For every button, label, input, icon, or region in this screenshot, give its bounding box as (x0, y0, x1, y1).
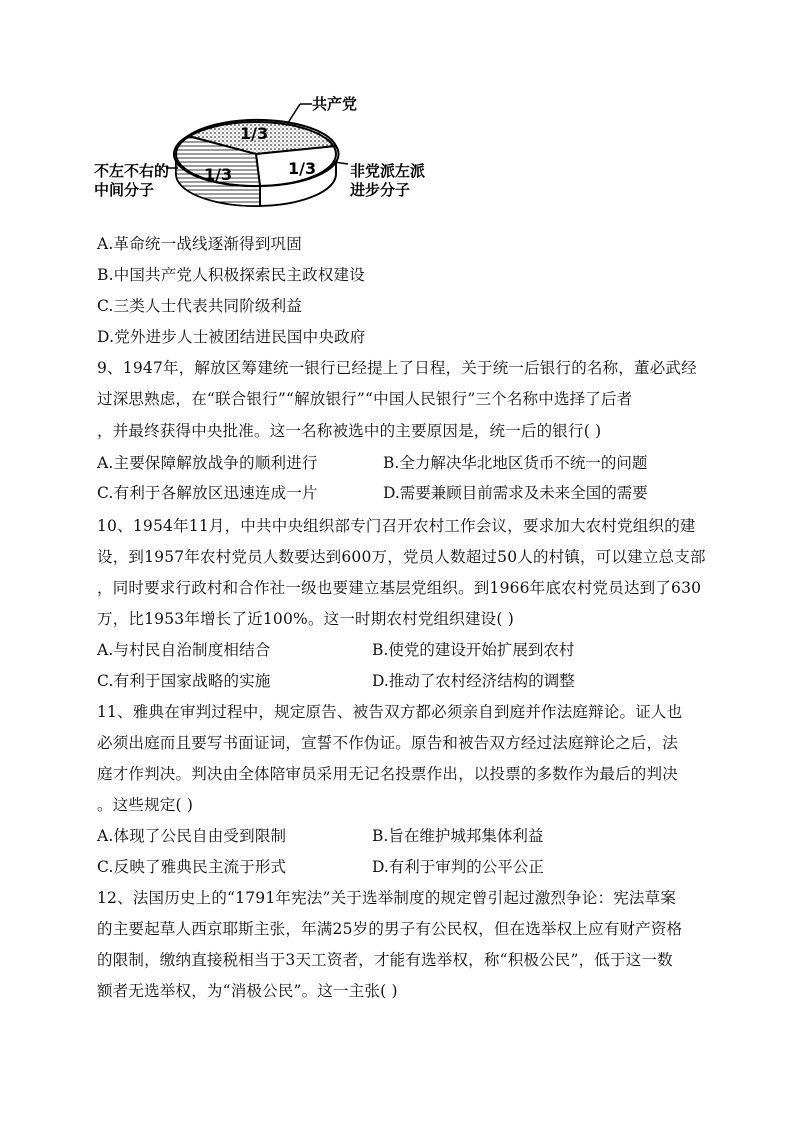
legend-middle-line1: 不左不右的 (94, 162, 170, 180)
q10-option-c: C.有利于国家战略的实施 (97, 672, 271, 690)
q9-option-a: A.主要保障解放战争的顺利进行 (97, 454, 318, 472)
slice-label-middle: 1/3 (204, 165, 233, 184)
q10-stem-line: 10、1954年11月，中共中央组织部专门召开农村工作会议，要求加大农村党组织的建 (97, 517, 696, 535)
q10-stem-line: 万，比1953年增长了近100%。这一时期农村党组织建设( ) (97, 610, 514, 628)
q10-stem-line: ，同时要求行政村和合作社一级也要建立基层党组织。到1966年底农村党员达到了630 (97, 579, 702, 597)
q11-stem-line: 庭才作判决。判决由全体陪审员采用无记名投票作出，以投票的多数作为最后的判决 (97, 765, 678, 783)
pie-figure (90, 92, 430, 232)
q10-stem-line: 设，到1957年农村党员人数要达到600万，党员人数超过50人的村镇，可以建立总支部 (97, 548, 706, 566)
legend-middle-line2: 中间分子 (94, 181, 155, 199)
legend-communist: 共产党 (312, 95, 358, 113)
q10-option-a: A.与村民自治制度相结合 (97, 641, 271, 659)
q11-option-b: B.旨在维护城邦集体利益 (372, 827, 544, 845)
q9-option-c: C.有利于各解放区迅速连成一片 (97, 484, 318, 502)
q9-option-b: B.全力解决华北地区货币不统一的问题 (383, 454, 648, 472)
legend-left-line2: 进步分子 (350, 181, 411, 199)
q11-stem-line: 11、雅典在审判过程中，规定原告、被告双方都必须亲自到庭并作法庭辩论。证人也 (97, 703, 683, 721)
q8-option-b: B.中国共产党人积极探索民主政权建设 (97, 266, 365, 284)
q9-stem-line: 过深思熟虑，在“联合银行”“解放银行”“中国人民银行”三个名称中选择了后者 (97, 390, 633, 408)
q8-option-c: C.三类人士代表共同阶级利益 (97, 297, 303, 315)
q11-option-a: A.体现了公民自由受到限制 (97, 827, 287, 845)
q9-option-d: D.需要兼顾目前需求及未来全国的需要 (383, 484, 648, 502)
q12-stem-line: 的限制，缴纳直接税相当于3天工资者，才能有选举权，称“积极公民”，低于这一数 (97, 951, 673, 969)
q10-option-d: D.推动了农村经济结构的调整 (372, 672, 575, 690)
q11-stem-line: 必须出庭而且要写书面证词，宣誓不作伪证。原告和被告双方经过法庭辩论之后，法 (97, 734, 678, 752)
q8-option-d: D.党外进步人士被团结进民国中央政府 (97, 328, 366, 346)
q12-stem-line: 12、法国历史上的“1791年宪法”关于选举制度的规定曾引起过激烈争论：宪法草案 (97, 889, 677, 907)
slice-label-left: 1/3 (288, 159, 317, 178)
legend-left-line1: 非党派左派 (350, 162, 426, 180)
q12-stem-line: 额者无选举权，为“消极公民”。这一主张( ) (97, 982, 398, 1000)
q12-stem-line: 的主要起草人西京耶斯主张，年满25岁的男子有公民权，但在选举权上应有财产资格 (97, 920, 683, 938)
q8-option-a: A.革命统一战线逐渐得到巩固 (97, 235, 302, 253)
q11-option-c: C.反映了雅典民主流于形式 (97, 858, 287, 876)
q11-option-d: D.有利于审判的公平公正 (372, 858, 544, 876)
slice-label-communist: 1/3 (240, 124, 269, 143)
q10-option-b: B.使党的建设开始扩展到农村 (372, 641, 575, 659)
q9-stem-line: 9、1947年，解放区筹建统一银行已经提上了日程，关于统一后银行的名称，董必武经 (97, 359, 697, 377)
q11-stem-line: 。这些规定( ) (97, 796, 194, 814)
q9-stem-line: ，并最终获得中央批准。这一名称被选中的主要原因是，统一后的银行( ) (97, 422, 602, 440)
